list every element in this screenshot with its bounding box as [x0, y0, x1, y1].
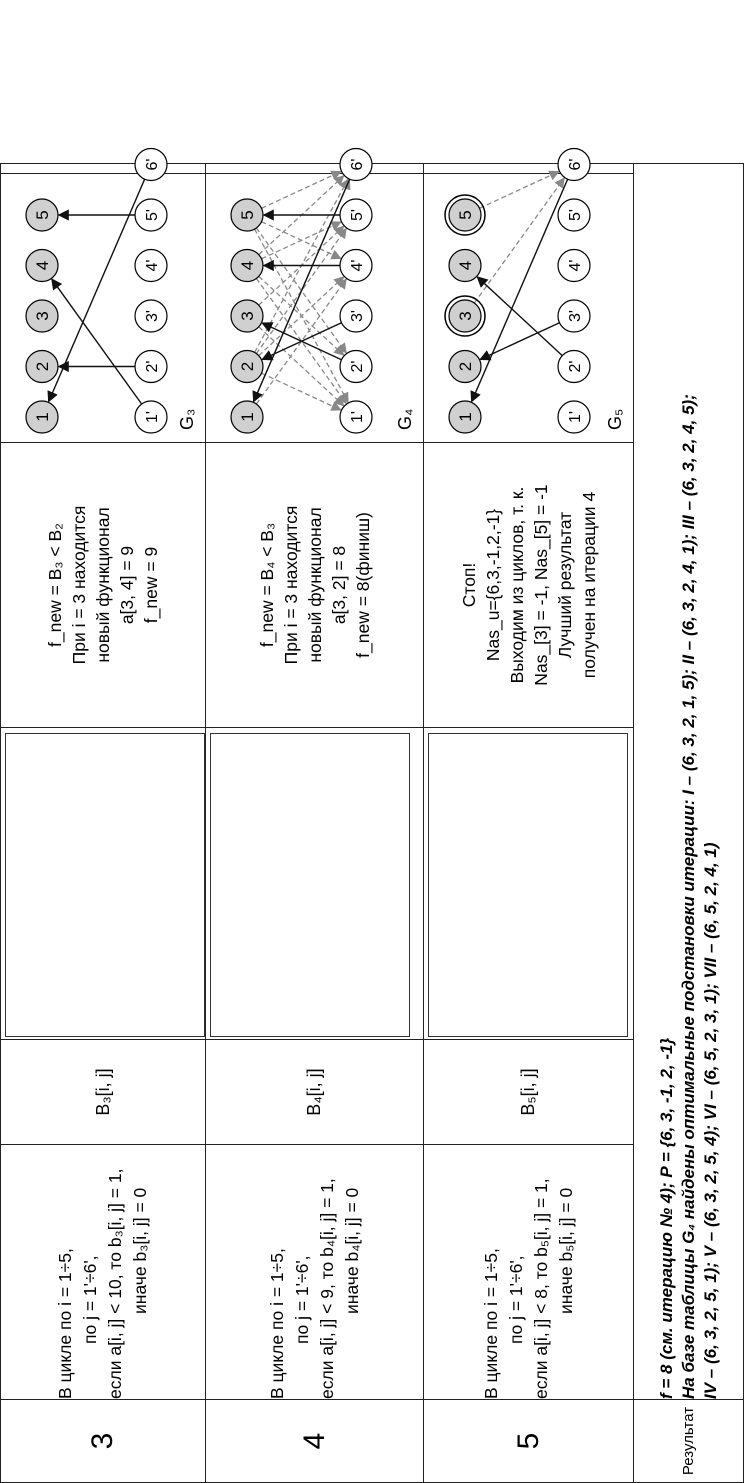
iteration-row	[1, 164, 206, 1483]
spacer-cell	[1, 164, 206, 174]
spacer-cell	[424, 164, 634, 174]
right-node-label: 6'	[567, 158, 584, 171]
iteration-number-text: 5	[511, 1432, 545, 1450]
condition-line: если a[i, j] < 10, то b₃[i, j] = 1,	[105, 1168, 125, 1399]
matrix-cell	[424, 728, 634, 1040]
description-line: новый функционал	[93, 507, 113, 663]
iteration-number	[424, 1400, 634, 1483]
matrix-box	[428, 733, 628, 1037]
condition-cell	[1, 1145, 206, 1400]
right-node-label: 2'	[144, 360, 161, 373]
description-line: a[3, 4] = 9	[117, 545, 137, 625]
footer-cell	[634, 164, 744, 1400]
graph-cell	[206, 158, 424, 443]
iteration-number	[206, 1400, 424, 1483]
description-line: a[3, 2] = 8	[328, 545, 349, 625]
spacer-cell	[206, 164, 424, 174]
matrix-cell	[206, 728, 424, 1040]
left-node-label: 2	[33, 361, 52, 372]
left-node-label: 3	[238, 311, 257, 321]
left-node-label: 5	[238, 210, 257, 220]
description-line: получен на итерации 4	[578, 491, 599, 679]
description-line: Nas_u={6,3,-1,2,-1}	[482, 508, 503, 662]
iteration-row	[206, 164, 424, 1483]
left-node-label: 5	[456, 210, 475, 220]
condition-cell	[424, 1145, 634, 1400]
right-node-label: 1'	[349, 411, 366, 423]
description-line: f_new = 8(финиш)	[352, 512, 373, 658]
description-cell	[206, 443, 424, 728]
description-line: новый функционал	[304, 507, 325, 663]
footer-row	[634, 164, 744, 1483]
condition-line: В цикле по i = 1÷5,	[266, 1248, 287, 1399]
left-node-label: 3	[33, 311, 52, 321]
bipartite-graph	[206, 158, 423, 442]
condition-line: иначе b₅[i, j] = 0	[555, 1187, 576, 1314]
description-line: При i = 3 находится	[69, 505, 89, 665]
result-label: Результат	[680, 1406, 697, 1476]
condition-line: В цикле по i = 1÷5,	[55, 1248, 75, 1399]
graph-cell	[1, 158, 206, 443]
condition-line: иначе b₃[i, j] = 0	[130, 1187, 150, 1314]
bipartite-graph	[424, 158, 633, 442]
matrix-name: B₄[i, j]	[304, 1068, 324, 1116]
right-node-label: 3'	[144, 310, 161, 322]
description-line: f_new = B₄ < B₃	[256, 522, 277, 648]
solid-edge	[480, 323, 559, 360]
left-node-label: 5	[33, 210, 52, 220]
condition-line: иначе b₄[i, j] = 0	[341, 1187, 362, 1314]
matrix-box	[210, 733, 410, 1037]
solid-edge	[472, 179, 568, 401]
dashed-edge	[474, 178, 564, 303]
right-node-label: 5'	[144, 209, 161, 221]
left-node-label: 1	[456, 412, 475, 422]
matrix-name-cell	[424, 1040, 634, 1145]
footer-line-3: IV – (6, 3, 2, 5, 1); V – (6, 3, 2, 5, 4); VI – (6, 5, 2, 3, 1); VII – (6, 5, 2, 4, 1)	[700, 842, 720, 1399]
right-node-label: 2'	[349, 360, 366, 373]
right-node-label: 3'	[567, 310, 584, 322]
matrix-cell	[1, 728, 206, 1040]
right-node-label: 5'	[567, 209, 584, 221]
graph-cell	[424, 158, 634, 443]
matrix-box	[5, 733, 205, 1037]
left-node-label: 1	[238, 412, 257, 422]
dashed-edge	[259, 327, 344, 406]
condition-line: если a[i, j] < 9, то b₄[i, j] = 1,	[316, 1178, 337, 1399]
description-line: f_new = B₃ < B₂	[45, 523, 65, 647]
right-node-label: 4'	[144, 259, 161, 272]
iteration-row	[424, 164, 634, 1483]
description-line: Nas_[3] = -1, Nas_[5] = -1	[530, 484, 551, 686]
bipartite-graph	[1, 158, 205, 442]
condition-line: по j = 1'÷6',	[80, 1255, 100, 1344]
iteration-table	[0, 158, 744, 1483]
left-node-label: 4	[456, 260, 475, 271]
condition-line: если a[i, j] < 8, то b₅[i, j] = 1,	[530, 1178, 551, 1399]
description-line: При i = 3 находится	[280, 505, 301, 665]
iteration-number-text: 4	[297, 1432, 331, 1450]
right-node-label: 5'	[349, 209, 366, 221]
right-node-label: 2'	[567, 360, 584, 373]
graph-label: G₅	[605, 408, 625, 430]
description-cell	[424, 443, 634, 728]
condition-cell	[206, 1145, 424, 1400]
iteration-number-text: 3	[86, 1432, 119, 1450]
right-node-label: 1'	[567, 411, 584, 423]
matrix-name-cell	[1, 1040, 206, 1145]
right-node-label: 4'	[567, 259, 584, 272]
dashed-edge	[262, 172, 341, 209]
footer-line-2: На базе таблицы G₄ найдены оптимальные подстановки итерации: I – (6, 3, 2, 1, 5); II – (6, 3, 2, 4, 1); III – (6, 3, 2, 4, 5);	[678, 394, 698, 1399]
left-node-label: 2	[238, 361, 257, 372]
left-node-label: 4	[33, 260, 52, 271]
description-line: Выходим из циклов, т. к.	[506, 486, 527, 684]
left-node-label: 2	[456, 361, 475, 372]
graph-label: G₃	[177, 408, 197, 430]
description-line: Стоп!	[458, 562, 479, 608]
condition-line: по j = 1'÷6',	[505, 1255, 526, 1344]
result-label-cell	[634, 1400, 744, 1483]
left-node-label: 1	[33, 412, 52, 422]
description-cell	[1, 443, 206, 728]
right-node-label: 1'	[144, 411, 161, 423]
solid-edge	[49, 179, 145, 401]
right-node-label: 6'	[349, 158, 366, 171]
footer-line-1: f = 8 (см. итерацию № 4); P = {6, 3, -1, 2, -1}	[656, 1037, 676, 1399]
solid-edge	[254, 179, 350, 401]
left-node-label: 4	[238, 260, 257, 271]
description-line: f_new = 9	[141, 546, 161, 624]
condition-line: по j = 1'÷6',	[291, 1255, 312, 1344]
right-node-label: 4'	[349, 259, 366, 272]
condition-line: В цикле по i = 1÷5,	[480, 1248, 501, 1399]
right-node-label: 3'	[349, 310, 366, 322]
matrix-name: B₅[i, j]	[518, 1068, 538, 1116]
left-node-label: 3	[456, 311, 475, 321]
right-node-label: 6'	[144, 158, 161, 171]
solid-edge	[52, 279, 142, 404]
iteration-number	[1, 1400, 206, 1483]
description-line: Лучший результат	[554, 511, 575, 659]
matrix-name: B₃[i, j]	[92, 1068, 113, 1116]
graph-label: G₄	[395, 408, 415, 430]
matrix-name-cell	[206, 1040, 424, 1145]
